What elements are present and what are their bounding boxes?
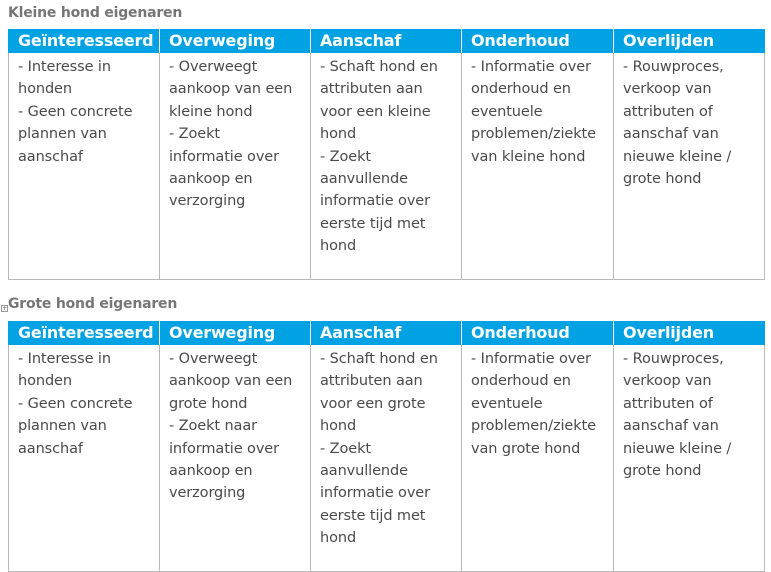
header-onderhoud: Onderhoud <box>462 321 614 345</box>
cell-text-line: - Geen concrete <box>18 395 133 412</box>
cell-text-line: aanschaf van <box>623 418 719 435</box>
cell-text-line: verkoop van <box>623 81 712 98</box>
cell-text-line: problemen/ziekte <box>471 418 596 435</box>
cell-aanschaf <box>311 53 462 279</box>
header-geinteresseerd: Geïnteresseerd <box>9 321 160 345</box>
table-row <box>9 53 765 279</box>
table-header-row <box>9 321 765 345</box>
cell-text-line: - Rouwproces, <box>623 59 724 75</box>
cell-text-line: verkoop van <box>623 373 712 390</box>
section-title-kleine-hond: Kleine hond eigenaren <box>8 5 183 21</box>
cell-text-line: - Zoekt <box>320 148 371 165</box>
cell-text-line: informatie over <box>320 485 430 502</box>
cell-text-line: - Interesse in <box>18 351 111 367</box>
cell-text-line: - Informatie over <box>471 351 591 367</box>
cell-geinteresseerd <box>9 345 160 571</box>
cell-text-line: onderhoud en <box>471 373 571 390</box>
cell-text-line: van kleine hond <box>471 148 586 165</box>
cell-text-line: onderhoud en <box>471 81 571 98</box>
cell-text-line: eerste tijd met <box>320 215 426 232</box>
cell-overweging <box>160 53 311 279</box>
cell-text-line: aanvullende <box>320 463 408 480</box>
cell-text-line: hond <box>320 530 357 547</box>
cell-text-line: - Schaft hond en <box>320 351 438 367</box>
cell-text-line: plannen van <box>18 418 107 435</box>
cell-text-line: plannen van <box>18 126 107 143</box>
cell-aanschaf <box>311 345 462 571</box>
section-title-grote-hond: Grote hond eigenaren <box>8 296 178 312</box>
cell-text-line: aanvullende <box>320 171 408 188</box>
cell-text-line: grote hond <box>169 395 248 412</box>
cell-text-line: attributen aan <box>320 81 423 98</box>
cell-text-line: informatie over <box>320 193 430 210</box>
header-overweging: Overweging <box>160 29 311 53</box>
cell-text-line: - Zoekt <box>169 126 220 143</box>
cell-text-line: eventuele <box>471 395 543 412</box>
cell-text-line: - Overweegt <box>169 351 258 367</box>
journey-table-grote-hond <box>8 321 765 572</box>
cell-text-line: hond <box>320 238 357 255</box>
cell-text-line: - Overweegt <box>169 59 258 75</box>
cell-text-line: verzorging <box>169 485 246 502</box>
cell-text-line: - Geen concrete <box>18 103 133 120</box>
table-header-row <box>9 29 765 53</box>
header-aanschaf: Aanschaf <box>311 321 462 345</box>
cell-text-line: voor een kleine <box>320 103 431 120</box>
cell-text-line: honden <box>18 373 72 390</box>
cell-text-line: problemen/ziekte <box>471 126 596 143</box>
cell-overweging <box>160 345 311 571</box>
header-overlijden: Overlijden <box>614 29 765 53</box>
cell-text-line: kleine hond <box>169 103 253 120</box>
header-overweging: Overweging <box>160 321 311 345</box>
cell-text-line: informatie over <box>169 440 279 457</box>
cell-text-line: aankoop en <box>169 171 253 188</box>
cell-text-line: eerste tijd met <box>320 507 426 524</box>
cell-text-line: - Zoekt <box>320 440 371 457</box>
cell-text-line: verzorging <box>169 193 246 210</box>
header-onderhoud: Onderhoud <box>462 29 614 53</box>
cell-onderhoud <box>462 53 614 279</box>
header-overlijden: Overlijden <box>614 321 765 345</box>
cell-text-line: honden <box>18 81 72 98</box>
cell-text-line: - Informatie over <box>471 59 591 75</box>
cell-text-line: eventuele <box>471 103 543 120</box>
table-row <box>9 345 765 571</box>
cell-text-line: hond <box>320 126 357 143</box>
cell-text-line: aanschaf <box>18 440 83 457</box>
cell-text-line: aankoop van een <box>169 373 293 390</box>
cell-text-line: grote hond <box>623 171 702 188</box>
cell-onderhoud <box>462 345 614 571</box>
cell-text-line: attributen of <box>623 395 713 412</box>
cell-text-line: nieuwe kleine / <box>623 440 732 457</box>
cell-text-line: aanschaf van <box>623 126 719 143</box>
cell-geinteresseerd <box>9 53 160 279</box>
cell-text-line: - Rouwproces, <box>623 351 724 367</box>
cell-text-line: hond <box>320 418 357 435</box>
header-aanschaf: Aanschaf <box>311 29 462 53</box>
cell-text-line: grote hond <box>623 463 702 480</box>
cell-text-line: van grote hond <box>471 440 581 457</box>
cell-text-line: - Interesse in <box>18 59 111 75</box>
cell-text-line: attributen aan <box>320 373 423 390</box>
cell-overlijden <box>614 53 765 279</box>
move-handle-icon[interactable]: + <box>2 305 8 312</box>
cell-text-line: attributen of <box>623 103 713 120</box>
cell-text-line: voor een grote <box>320 395 426 412</box>
cell-text-line: - Schaft hond en <box>320 59 438 75</box>
header-geinteresseerd: Geïnteresseerd <box>9 29 160 53</box>
cell-text-line: aankoop van een <box>169 81 293 98</box>
cell-text-line: aankoop en <box>169 463 253 480</box>
journey-table-kleine-hond <box>8 29 765 280</box>
cell-text-line: - Zoekt naar <box>169 418 257 435</box>
cell-overlijden <box>614 345 765 571</box>
cell-text-line: nieuwe kleine / <box>623 148 732 165</box>
cell-text-line: informatie over <box>169 148 279 165</box>
cell-text-line: aanschaf <box>18 148 83 165</box>
